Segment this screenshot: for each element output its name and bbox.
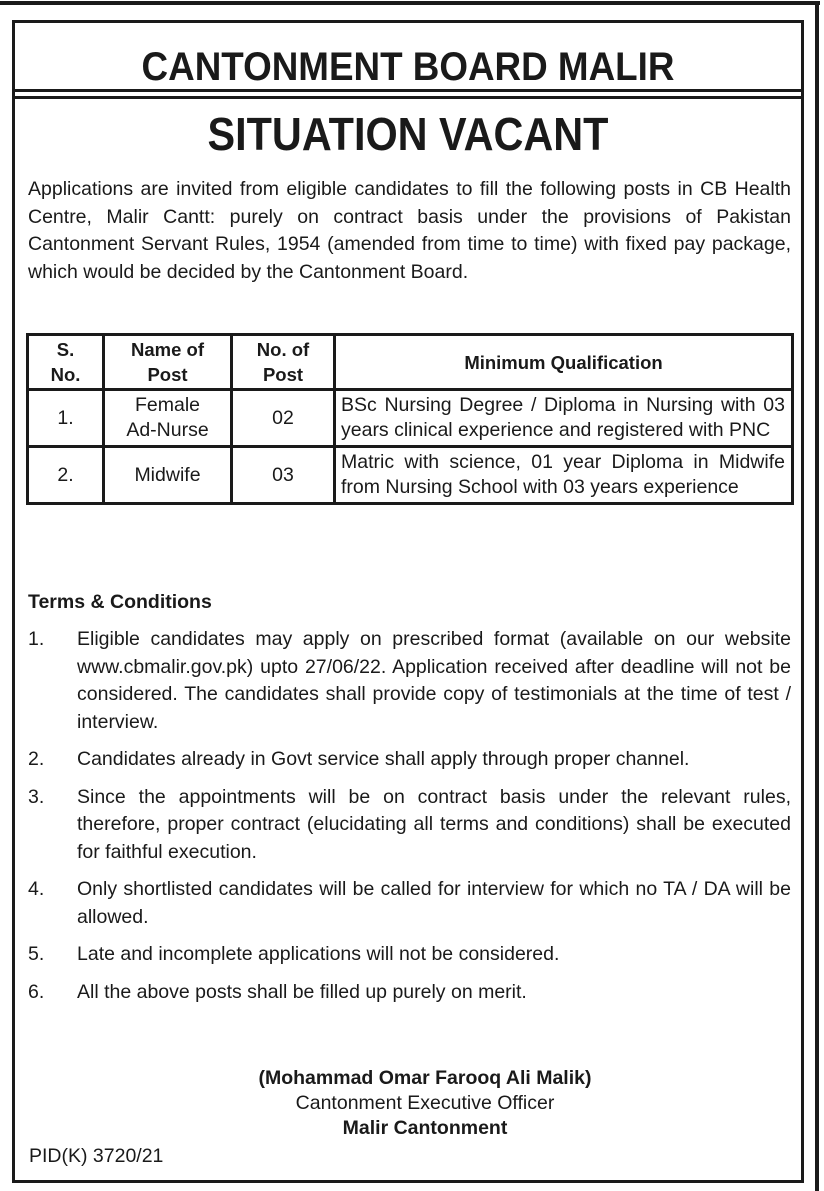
cell-qualification: Matric with science, 01 year Diploma in Midwife from Nursing School with 03 years experience (335, 447, 793, 504)
double-rule-top (15, 89, 801, 92)
term-item (28, 979, 791, 1007)
term-number: 6. (28, 980, 45, 1003)
term-item (28, 746, 791, 774)
cell-post-count: 02 (232, 390, 335, 447)
term-item (28, 876, 791, 931)
col-header-post-name: Name of Post (104, 335, 232, 390)
term-number: 5. (28, 943, 45, 965)
ad-heading: SITUATION VACANT (207, 108, 609, 160)
table-row (28, 390, 793, 447)
col-header-sno: S. No. (28, 335, 104, 390)
cell-post-name: Female Ad-Nurse (104, 390, 232, 447)
term-text: All the above posts shall be filled up purely on merit. (77, 980, 527, 1003)
outer-right-rule (815, 1, 819, 1191)
posts-table (26, 333, 794, 505)
term-text: Since the appointments will be on contract basis under the relevant rules, therefore, proper contract (elucidating all terms and conditions) shall be executed for faithful execution. (77, 785, 791, 863)
col-header-post-count: No. of Post (232, 335, 335, 390)
term-number: 3. (28, 785, 45, 808)
signatory-designation: Cantonment Executive Officer (295, 1092, 555, 1114)
col-header-qualification: Minimum Qualification (335, 335, 793, 390)
signatory-office: Malir Cantonment (342, 1117, 508, 1139)
intro-paragraph: Applications are invited from eligible candidates to fill the following posts in CB Health Centre, Malir Cantt: purely on contract basis under the provisions of Pakistan Cantonment Servant Rules, 1954 (amended from time to time) with fixed pay package, which would be decided by the Cantonment Board. (28, 178, 791, 283)
signature-block (135, 1066, 715, 1141)
term-text: Eligible candidates may apply on prescribed format (available on our website www.cbmalir.gov.pk) upto 27/06/22. Application received after deadline will not be considered. The candidates shall provide copy of testimonials at the time of test / interview. (77, 628, 791, 733)
advertisement-frame (12, 20, 804, 1183)
term-item (28, 941, 791, 969)
term-text: Late and incomplete applications will not be considered. (77, 943, 560, 965)
term-item (28, 626, 791, 736)
term-number: 1. (28, 628, 45, 650)
double-rule-bottom (15, 96, 801, 99)
table-header-row (28, 335, 793, 390)
term-text: Candidates already in Govt service shall apply through proper channel. (77, 748, 690, 770)
cell-sno: 1. (28, 390, 104, 447)
outer-top-rule (0, 1, 820, 5)
cell-qualification: BSc Nursing Degree / Diploma in Nursing with 03 years clinical experience and registered with PNC (335, 390, 793, 447)
term-number: 4. (28, 878, 45, 900)
term-item (28, 784, 791, 867)
table-row (28, 447, 793, 504)
cell-post-name: Midwife (104, 447, 232, 504)
terms-heading: Terms & Conditions (28, 591, 212, 613)
term-text: Only shortlisted candidates will be called for interview for which no TA / DA will be allowed. (77, 878, 791, 928)
organization-title: CANTONMENT BOARD MALIR (141, 45, 675, 89)
cell-sno: 2. (28, 447, 104, 504)
cell-post-count: 03 (232, 447, 335, 504)
pid-code: PID(K) 3720/21 (29, 1145, 164, 1167)
term-number: 2. (28, 748, 45, 770)
terms-list (28, 626, 791, 1016)
signatory-name: (Mohammad Omar Farooq Ali Malik) (258, 1067, 592, 1089)
